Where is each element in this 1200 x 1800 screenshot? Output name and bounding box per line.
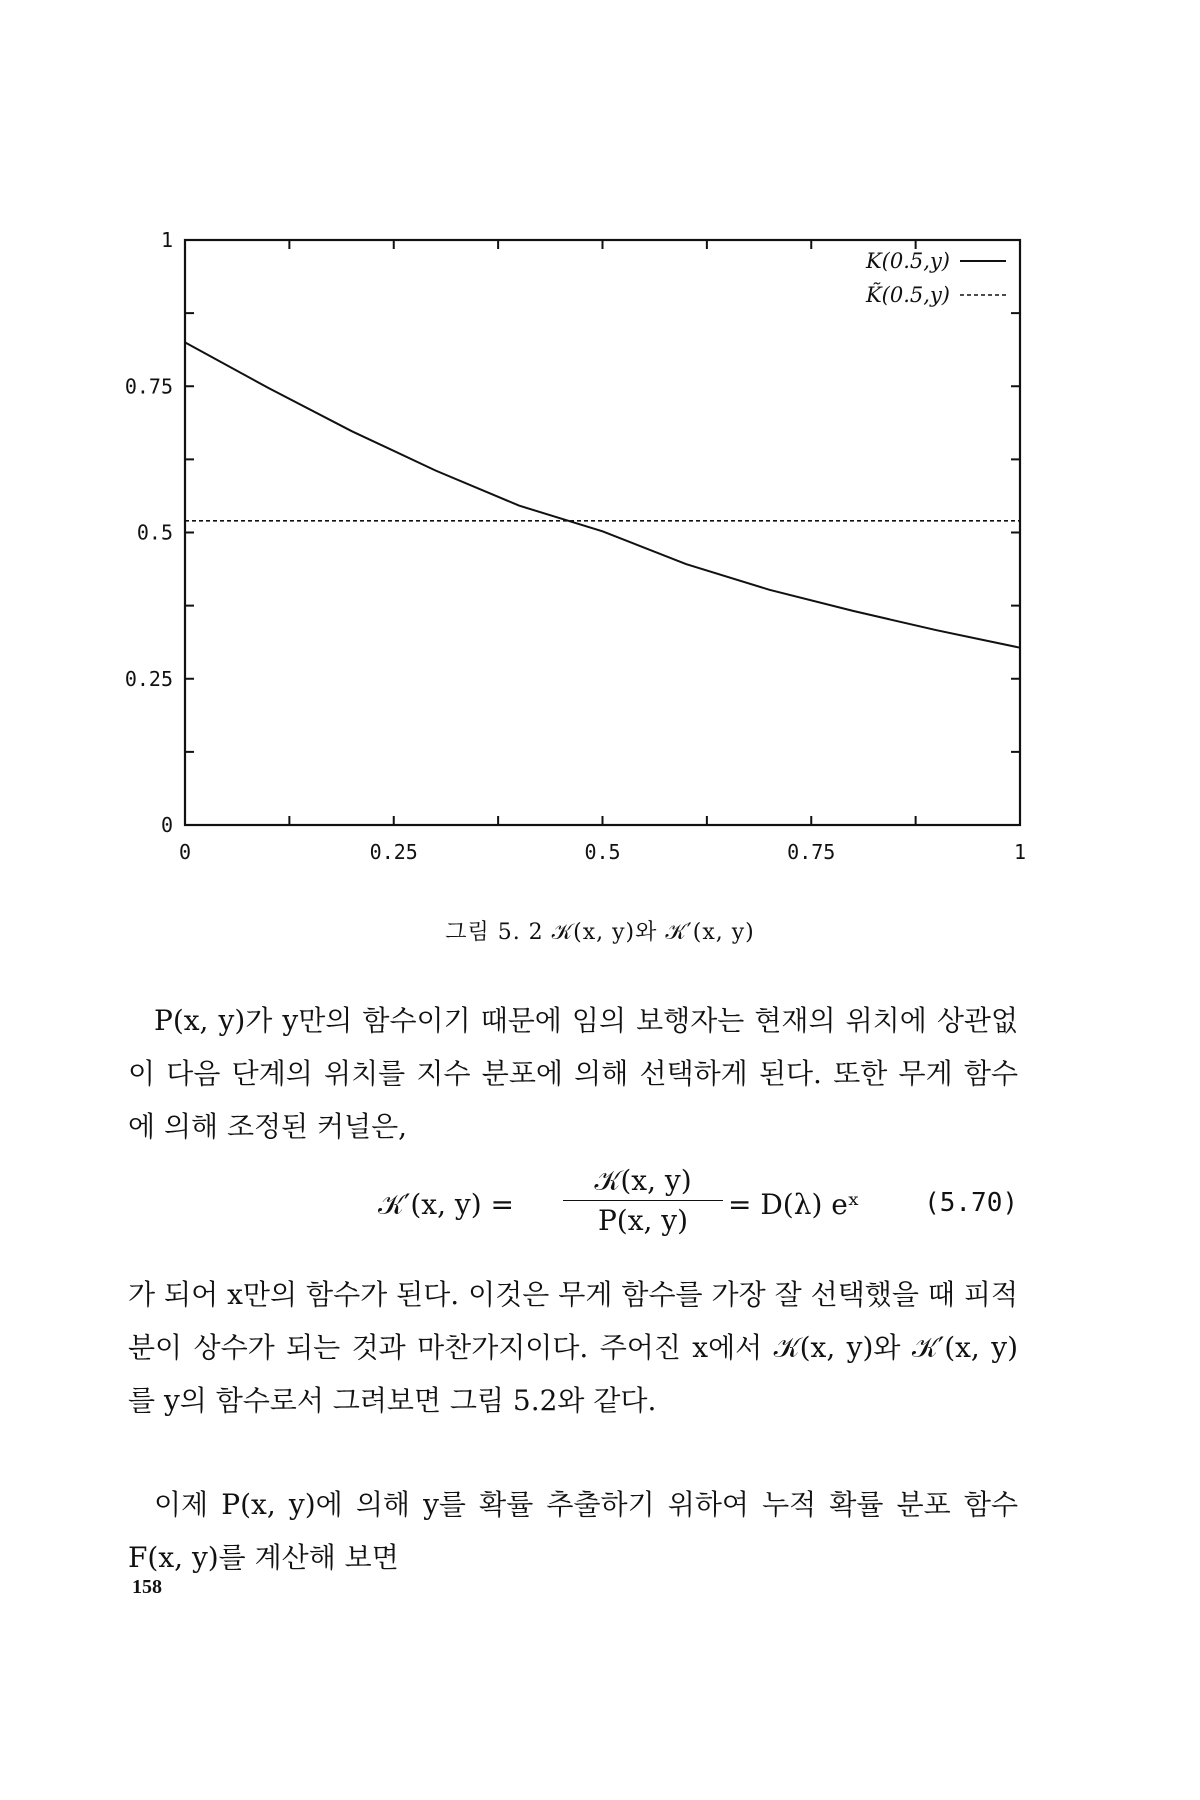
equation-fraction [563,1162,723,1241]
y-tick-label: 0.75 [124,374,173,399]
legend-label: K(0.5,y) [865,249,950,273]
paragraph-2: 가 되어 x만의 함수가 된다. 이것은 무게 함수를 가장 잘 선택했을 때 피적분이 상수가 되는 것과 마찬가지이다. 주어진 x에서 𝒦(x, y)와 𝒦′(x, y)를 y의 함수로서 그려보면 그림 5.2와 같다. [128,1278,1018,1417]
x-tick-label: 0 [178,840,192,864]
figure-caption: 그림 5. 2 𝒦(x, y)와 𝒦′(x, y) [445,920,755,945]
paragraph-1: P(x, y)가 y만의 함수이기 때문에 임의 보행자는 현재의 위치에 상관없이 다음 단계의 위치를 지수 분포에 의해 선택하게 된다. 또한 무게 함수에 의해 조정된 커널은, [128,1004,1018,1143]
x-tick-label: 0.75 [787,840,836,864]
x-tick-label: 1 [1013,840,1027,864]
y-tick-label: 0.25 [124,666,173,691]
x-tick-label: 0.5 [584,840,621,864]
y-tick-label: 0 [160,813,173,837]
equation-rhs: = D(λ) eˣ [728,1188,860,1221]
equation-numerator: 𝒦(x, y) [563,1162,723,1201]
equation-denominator: P(x, y) [597,1204,689,1237]
equation-lhs: 𝒦′(x, y) = [378,1188,514,1221]
y-tick-label: 0.5 [136,520,173,545]
y-tick-label: 1 [160,228,173,252]
plot-area-frame [185,240,1020,825]
paragraph-3: 이제 P(x, y)에 의해 y를 확률 추출하기 위하여 누적 확률 분포 함수 F(x, y)를 계산해 보면 [128,1488,1018,1574]
equation-5-70 [128,1162,1018,1252]
series-line-solid [185,342,1020,647]
equation-number: (5.70) [924,1188,1018,1218]
x-tick-label: 0.25 [369,840,418,864]
page-number: 158 [132,1576,162,1598]
legend-label: K̃(0.5,y) [865,283,950,307]
